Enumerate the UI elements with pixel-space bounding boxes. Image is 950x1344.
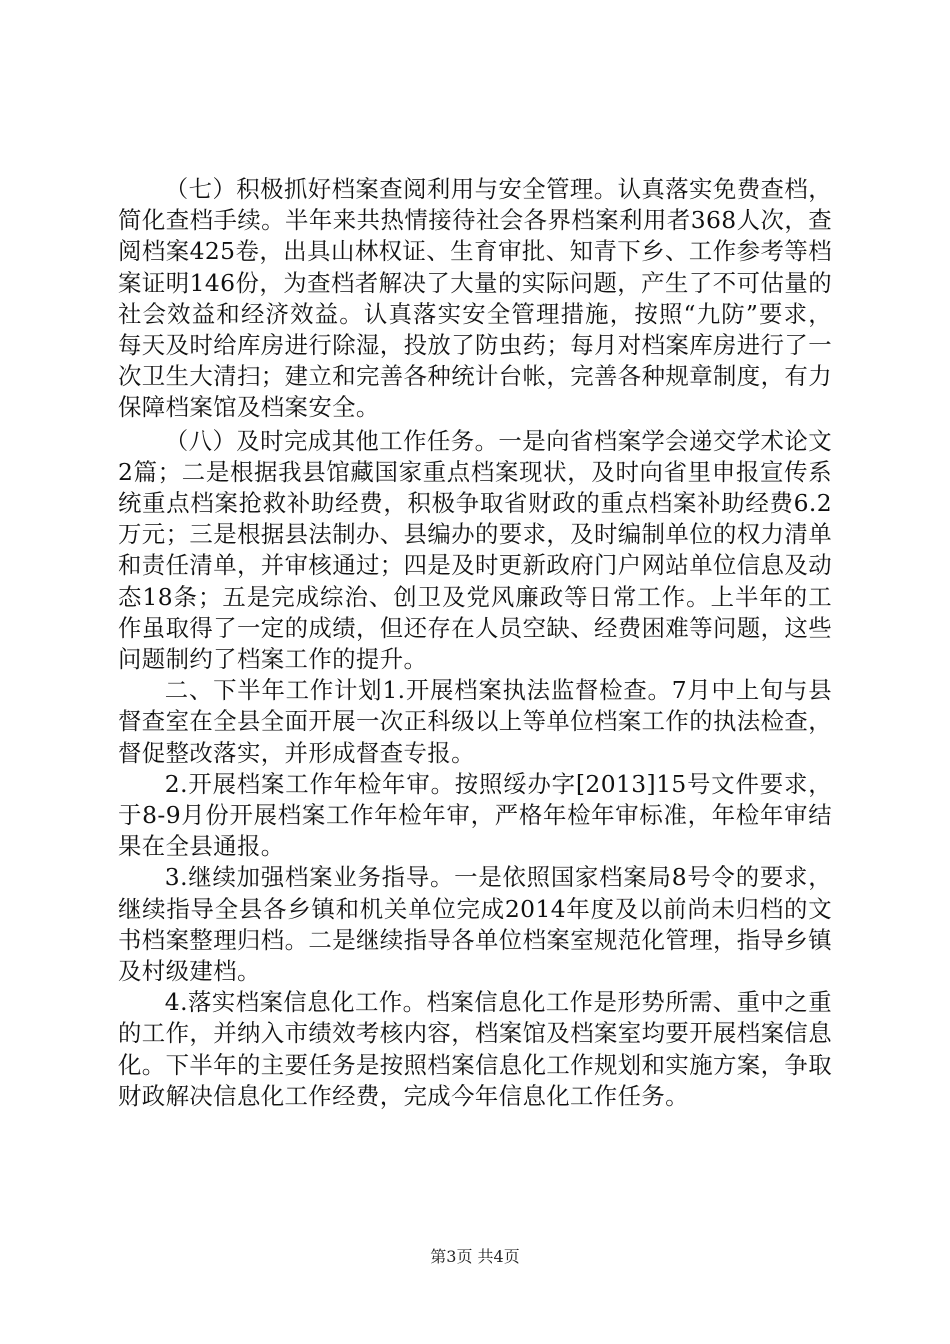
paragraph-plan-item-3: 3.继续加强档案业务指导。一是依照国家档案局8号令的要求，继续指导全县各乡镇和机关单位完成2014年度及以前尚未归档的文书档案整理归档。二是继续指导各单位档案室规范化管理，指导乡镇及村级建档。	[118, 863, 832, 986]
paragraph-plan-item-4: 4.落实档案信息化工作。档案信息化工作是形势所需、重中之重的工作，并纳入市绩效考核内容，档案馆及档案室均要开展档案信息化。下半年的主要任务是按照档案信息化工作规划和实施方案，争取财政解决信息化工作经费，完成今年信息化工作任务。	[118, 988, 832, 1110]
paragraph-plan-item-1: 二、下半年工作计划1.开展档案执法监督检查。7月中上旬与县督查室在全县全面开展一次正科级以上等单位档案工作的执法检查，督促整改落实，并形成督查专报。	[118, 676, 832, 767]
document-body	[118, 174, 832, 1112]
page-number-footer: 第3页 共4页	[430, 1247, 520, 1266]
paragraph-section-7: （七）积极抓好档案查阅利用与安全管理。认真落实免费查档，简化查档手续。半年来共热情接待社会各界档案利用者368人次，查阅档案425卷，出具山林权证、生育审批、知青下乡、工作参考等档案证明146份，为查档者解决了大量的实际问题，产生了不可估量的社会效益和经济效益。认真落实安全管理措施，按照“九防”要求，每天及时给库房进行除湿，投放了防虫药；每月对档案库房进行了一次卫生大清扫；建立和完善各种统计台帐，完善各种规章制度，有力保障档案馆及档案安全。	[118, 175, 832, 422]
paragraph-plan-item-2: 2.开展档案工作年检年审。按照绥办字[2013]15号文件要求，于8-9月份开展档案工作年检年审，严格年检年审标准，年检年审结果在全县通报。	[118, 769, 832, 861]
paragraph-section-8: （八）及时完成其他工作任务。一是向省档案学会递交学术论文2篇；二是根据我县馆藏国家重点档案现状，及时向省里申报宣传系统重点档案抢救补助经费，积极争取省财政的重点档案补助经费6.2万元；三是根据县法制办、县编办的要求，及时编制单位的权力清单和责任清单，并审核通过；四是及时更新政府门户网站单位信息及动态18条；五是完成综治、创卫及党风廉政等日常工作。上半年的工作虽取得了一定的成绩，但还存在人员空缺、经费困难等问题，这些问题制约了档案工作的提升。	[118, 426, 832, 674]
